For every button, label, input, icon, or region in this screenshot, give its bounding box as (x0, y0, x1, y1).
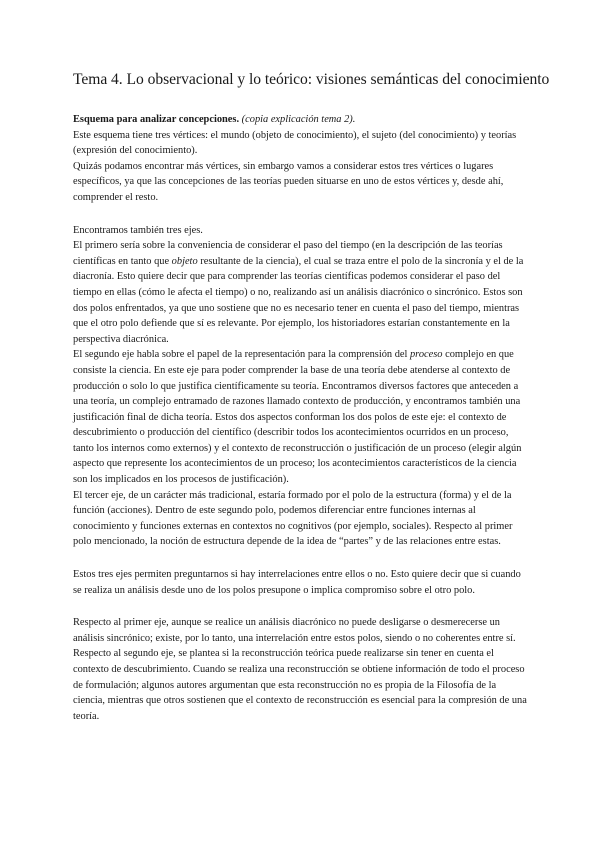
closing-second-axis-paragraph: Respecto al segundo eje, se plantea si la reconstrucción teórica puede realizarse sin tener en cuenta el contexto de descubrimiento. Cuando se realiza una reconstrucción se obtiene información de todo el proceso de formulación; algunos autores argumentan que esta reconstrucción no es propia de la Filosofía de la ciencia, mientras que otros sostienen que el contexto de reconstrucción es esencial para la compresión de una teoría. (73, 648, 527, 722)
scheme-heading-bold: Esquema para analizar concepciones. (73, 114, 240, 125)
intro-section (73, 112, 529, 206)
interrelations-section (73, 567, 529, 598)
axis-second-text-a: El segundo eje habla sobre el papel de la representación para la comprensión del (73, 349, 410, 361)
axis-first-paragraph (73, 238, 529, 347)
interrelations-paragraph: Estos tres ejes permiten preguntarnos si hay interrelaciones entre ellos o no. Esto quiere decir que si cuando se realiza un análisis desde uno de los polos presupone o implica compromiso sobre el otro polo. (73, 569, 521, 596)
closing-first-axis-paragraph: Respecto al primer eje, aunque se realice un análisis diacrónico no puede desligarse o desmerecerse un análisis sincrónico; existe, por lo tanto, una interrelación entre estos polos, siendo o no coherentes entre sí. (73, 617, 516, 644)
axis-third-paragraph: El tercer eje, de un carácter más tradicional, estaría formado por el polo de la estructura (forma) y el de la función (acciones). Dentro de este segundo polo, podemos diferenciar entre funciones internas al conocimiento y funciones externas en contextos no cognitivos (por ejemplo, sociales). Respecto al primer polo mencionado, la noción de estructura depende de la idea de “partes” y de las relaciones entre estas. (73, 489, 513, 548)
axis-second-italic: proceso (409, 349, 443, 361)
axes-section (73, 223, 529, 550)
axes-lead: Encontramos también tres ejes. (73, 224, 203, 236)
closing-section (73, 615, 529, 724)
scheme-paragraph-more-vertices: Quizás podamos encontrar más vértices, sin embargo vamos a considerar estos tres vértices o lugares específicos, ya que las concepciones de las teorías pueden situarse en uno de estos vértices y, desde ahí, comprender el resto. (73, 160, 504, 203)
document-title: Tema 4. Lo observacional y lo teórico: visiones semánticas del conocimiento (73, 71, 550, 88)
axis-first-text-b: resultante de la ciencia), el cual se traza entre el polo de la sincronía y el de la diacronía. Esto quiere decir que para comprender las teorías científicas podemos considerar el paso del tiempo en ellas (cómo le afecta el tiempo) o no, realizando así un análisis diacrónico o sincrónico. Estos son dos polos enfrentados, ya que uno sostiene que no es necesario tener en cuenta el paso del tiempo, mientras que el otro polo defiende que sí es relevante. Por ejemplo, los historiadores estarían constantemente en la perspectiva diacrónica. (73, 255, 524, 345)
scheme-paragraph-vertices: Este esquema tiene tres vértices: el mundo (objeto de conocimiento), el sujeto (del conocimiento) y teorías (expresión del conocimiento). (73, 129, 517, 157)
scheme-heading-note: (copia explicación tema 2). (241, 114, 356, 125)
axis-first-italic: objeto (171, 255, 198, 267)
scheme-heading (73, 112, 529, 128)
axis-second-paragraph (73, 347, 529, 487)
axis-second-text-b: complejo en que consiste la ciencia. En este eje para poder comprender la base de una teoría debe atenderse al contexto de producción o solo lo que justifica científicamente su teoría. Encontramos diversos factores que anteceden a una teoría, un complejo entramado de razones llamado contexto de producción, y encontramos también una justificación final de dicha teoría. Estos dos aspectos conforman los dos polos de este eje: el contexto de descubrimiento o producción del científico (describir todos los acontecimientos ocurridos en un proceso, tanto los internos como externos) y el contexto de reconstrucción o justificación de un proceso (elegir algún aspecto que represente los acontecimientos de un proceso; los acontecimientos característicos de la ciencia son los implicados en los procesos de justificación). (73, 349, 522, 486)
axis-first-text-a: El primero sería sobre la conveniencia de considerar el paso del tiempo (en la descripción de las teorías científicas en tanto que (73, 240, 503, 267)
